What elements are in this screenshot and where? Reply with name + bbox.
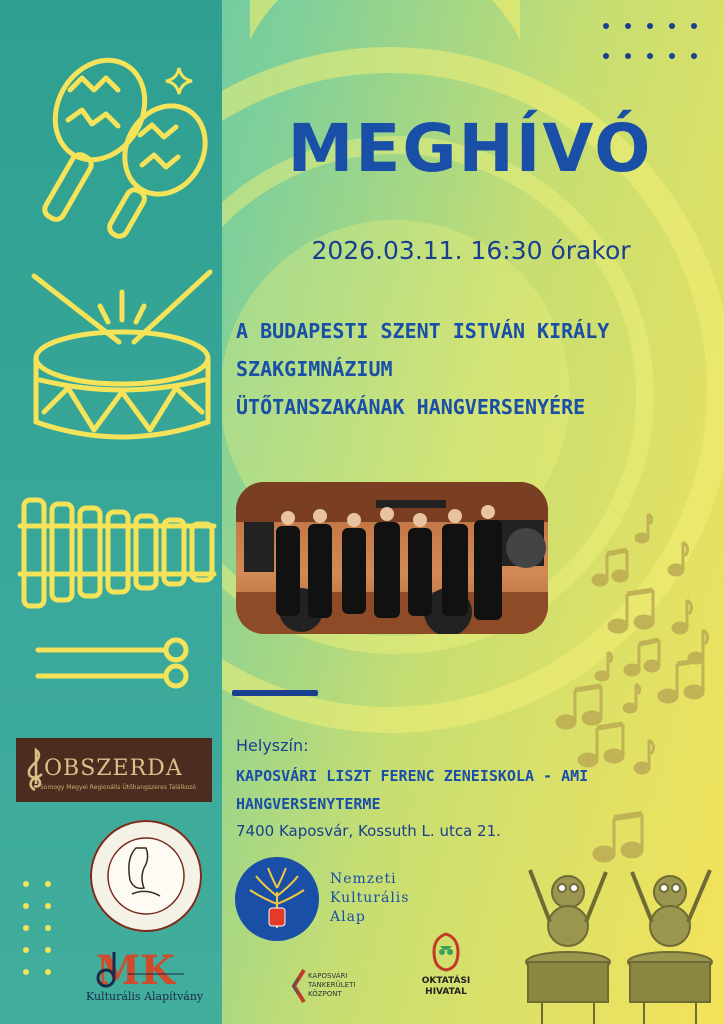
event-description <box>236 312 706 426</box>
nka-line: Nemzeti <box>330 871 397 887</box>
event-line: ÜTŐTANSZAKÁNAK HANGVERSENYÉRE <box>236 395 586 419</box>
ktk-line: TANKERÜLETI <box>308 981 356 989</box>
xylophone-icon <box>14 490 220 690</box>
ktk-line: KAPOSVÁRI <box>308 972 348 980</box>
liszt-school-seal <box>88 818 204 934</box>
obszerda-subtitle: Somogy Megyei Regionális Ütőhangszeres Találkozó <box>40 784 196 791</box>
divider <box>232 690 318 696</box>
nka-logo <box>234 856 320 942</box>
svg-text:MK: MK <box>96 947 176 992</box>
venue-address: 7400 Kaposvár, Kossuth L. utca 21. <box>236 822 501 840</box>
nka-name <box>330 870 409 927</box>
venue-line: HANGVERSENYTERME <box>236 795 381 813</box>
nka-line: Kulturális <box>330 890 410 906</box>
ktk-line: KÖZPONT <box>308 990 342 998</box>
oktatasi-hivatal-name <box>418 976 474 998</box>
nka-line: Alap <box>330 909 366 925</box>
drum-icon <box>24 262 220 452</box>
oktatasi-hivatal-owl-icon <box>430 932 462 972</box>
page-title: MEGHÍVÓ <box>287 110 653 187</box>
venue-line: KAPOSVÁRI LISZT FERENC ZENEISKOLA - AMI <box>236 767 589 785</box>
obszerda-name: OBSZERDA <box>44 756 183 781</box>
ktk-name <box>308 972 355 999</box>
event-datetime: 2026.03.11. 16:30 órakor <box>311 236 631 265</box>
event-line: SZAKGIMNÁZIUM <box>236 357 393 381</box>
ensemble-photo <box>236 482 548 634</box>
sparkle-icon <box>164 66 194 96</box>
oktatasi-line: HIVATAL <box>425 987 467 997</box>
mk-foundation-subtitle: Kulturális Alapítvány <box>86 990 204 1003</box>
music-notes-icon <box>540 500 724 880</box>
ktk-logo-icon <box>290 968 308 1004</box>
location-label: Helyszín: <box>236 736 309 755</box>
oktatasi-line: OKTATÁSI <box>421 976 471 986</box>
drummer-figure-icon <box>520 866 724 1024</box>
mk-foundation-logo <box>88 944 188 992</box>
event-line: A BUDAPESTI SZENT ISTVÁN KIRÁLY <box>236 319 610 343</box>
